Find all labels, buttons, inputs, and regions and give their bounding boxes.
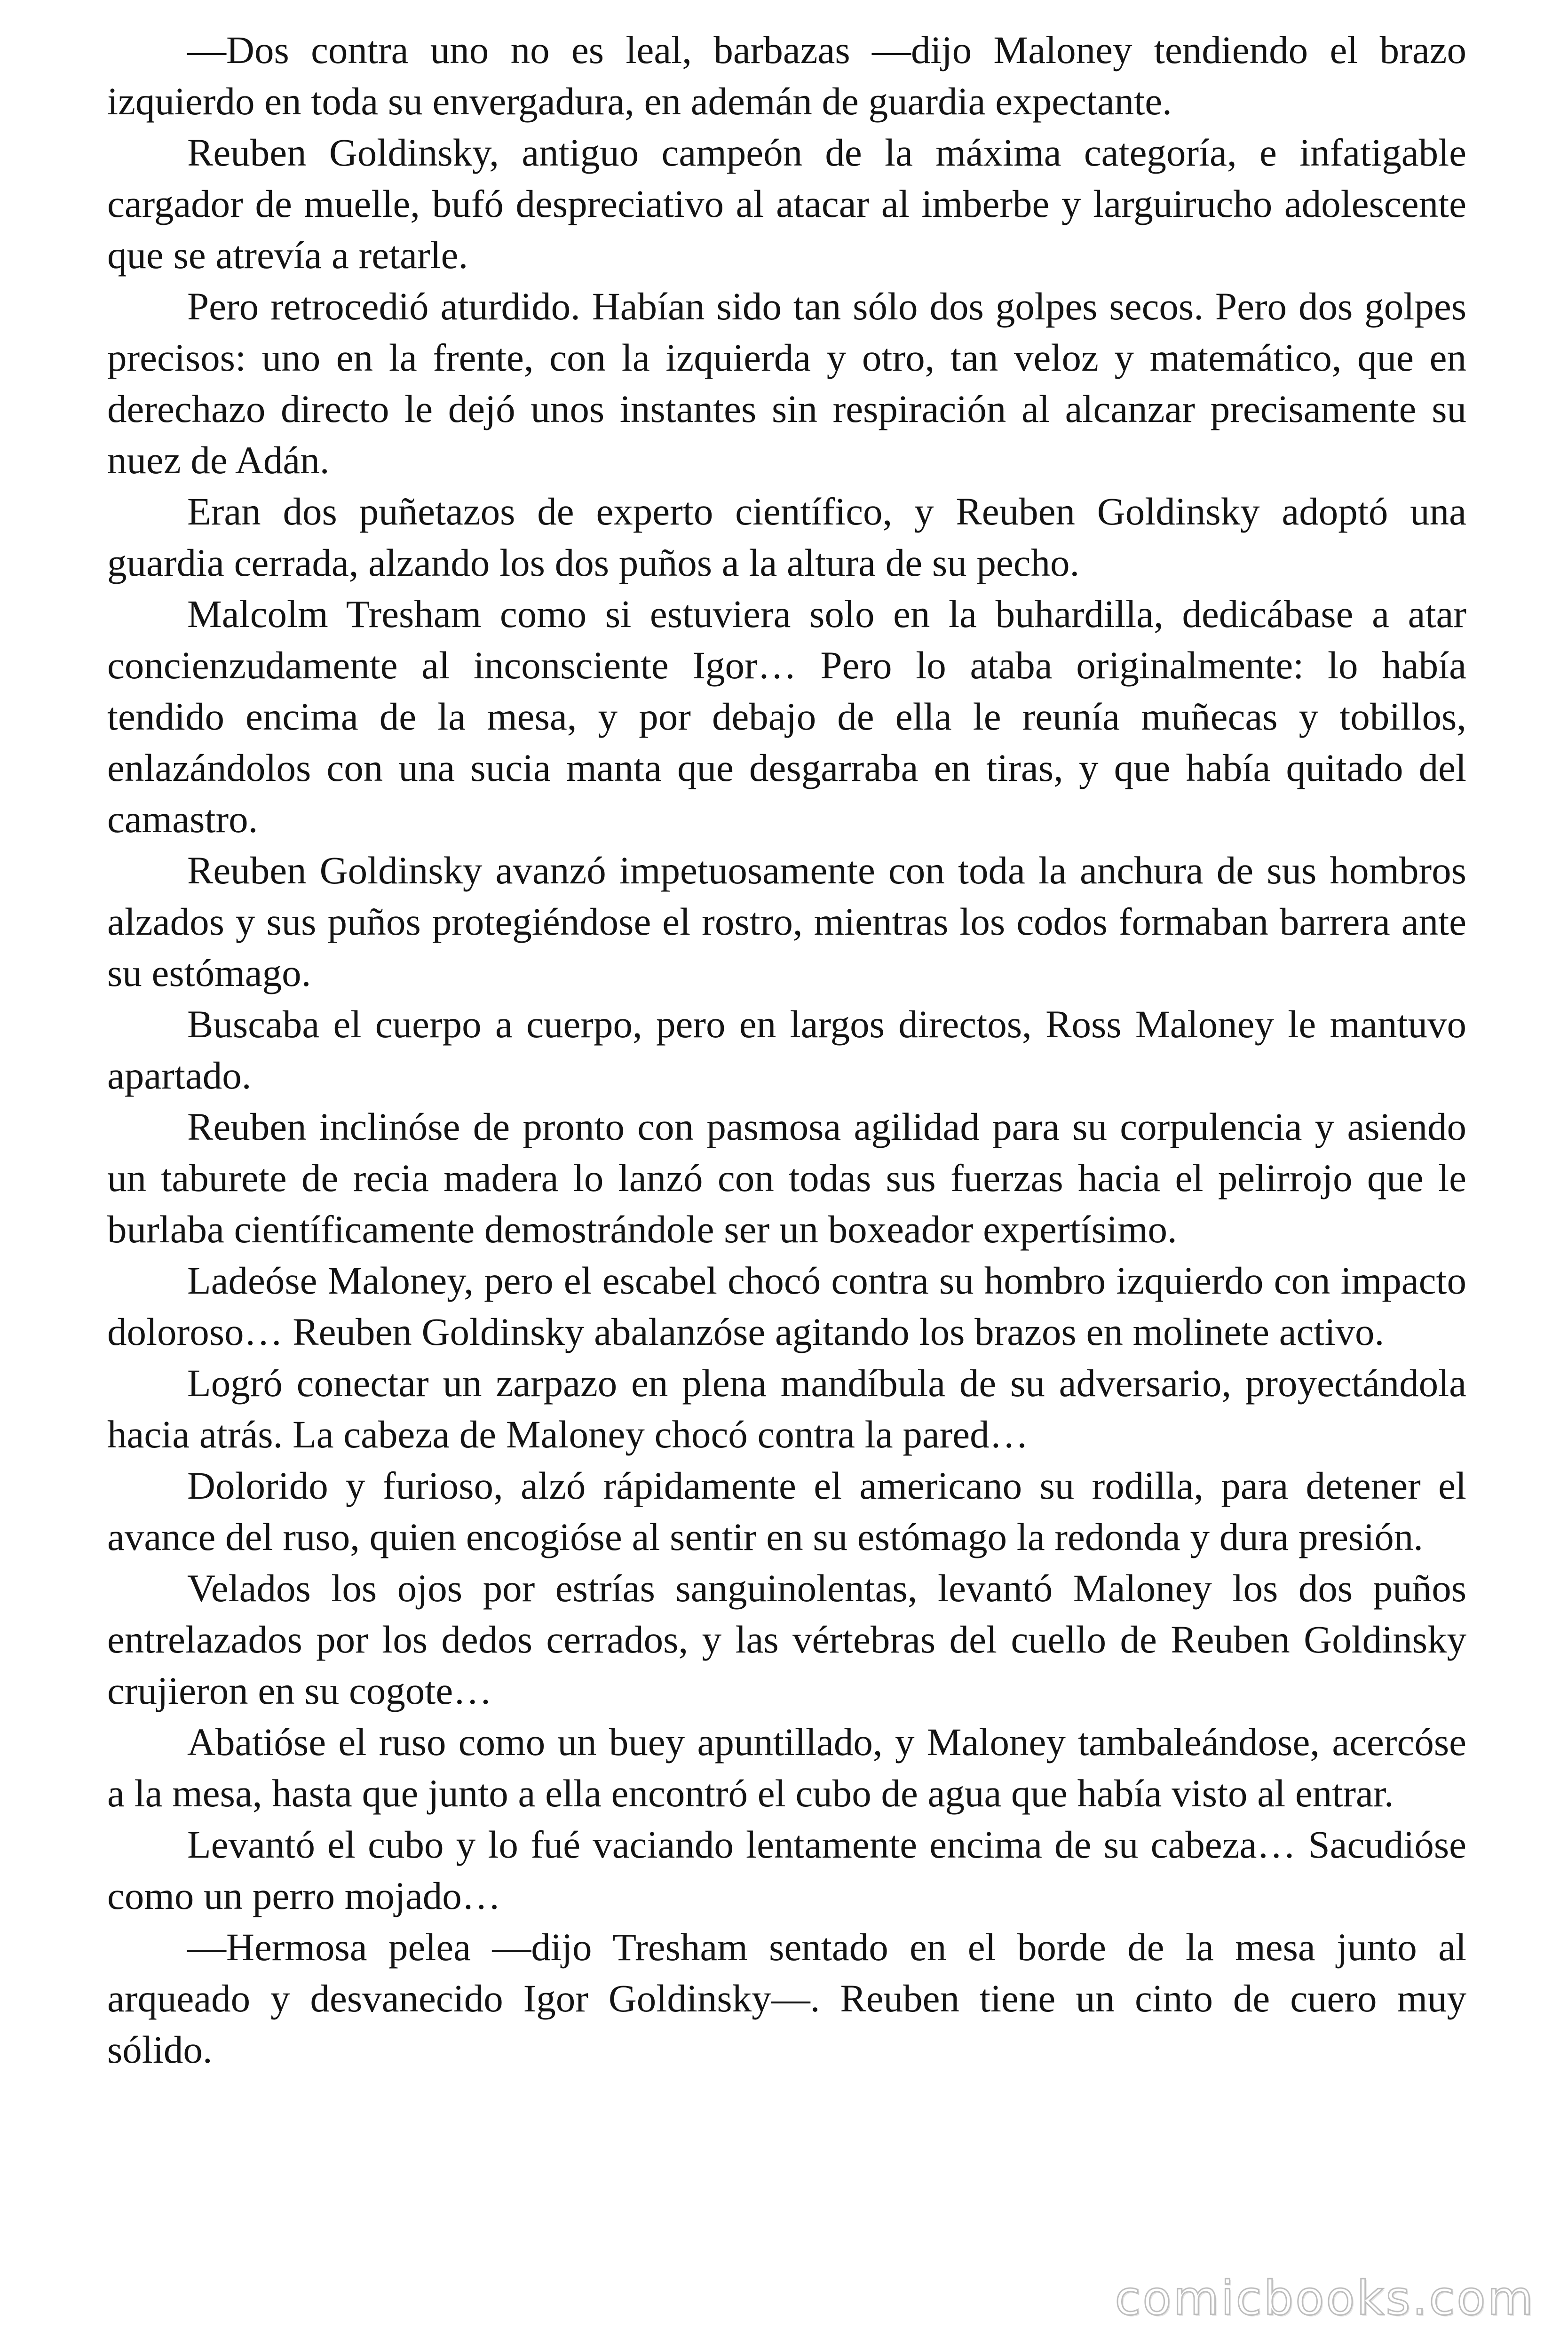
paragraph-2: Reuben Goldinsky, antiguo campeón de la máxima categoría, e infatigable cargador de muelle, bufó despreciativo al atacar al imberbe y larguirucho adolescente que se atrevía a retarle. [107, 131, 1466, 277]
paragraph-4: Eran dos puñetazos de experto científico, y Reuben Goldinsky adoptó una guardia cerrada, alzando los dos puños a la altura de su pecho. [107, 490, 1466, 584]
page-body [107, 24, 1466, 2075]
paragraph-12: Velados los ojos por estrías sanguinolentas, levantó Maloney los dos puños entrelazados por los dedos cerrados, y las vértebras del cuello de Reuben Goldinsky crujieron en su cogote… [107, 1566, 1466, 1712]
paragraph-8: Reuben inclinóse de pronto con pasmosa agilidad para su corpulencia y asiendo un taburete de recia madera lo lanzó con todas sus fuerzas hacia el pelirrojo que le burlaba científicamente demostrándole ser un boxeador expertísimo. [107, 1105, 1466, 1251]
paragraph-7: Buscaba el cuerpo a cuerpo, pero en largos directos, Ross Maloney le mantuvo apartado. [107, 1002, 1466, 1097]
paragraph-9: Ladeóse Maloney, pero el escabel chocó contra su hombro izquierdo con impacto doloroso… Reuben Goldinsky abalanzóse agitando los brazos en molinete activo. [107, 1259, 1466, 1353]
watermark: comicbooks.com [1115, 2271, 1535, 2326]
paragraph-11: Dolorido y furioso, alzó rápidamente el americano su rodilla, para detener el avance del ruso, quien encogióse al sentir en su estómago la redonda y dura presión. [107, 1464, 1466, 1558]
paragraph-13: Abatióse el ruso como un buey apuntillado, y Maloney tambaleándose, acercóse a la mesa, hasta que junto a ella encontró el cubo de agua que había visto al entrar. [107, 1720, 1466, 1815]
paragraph-3: Pero retrocedió aturdido. Habían sido tan sólo dos golpes secos. Pero dos golpes precisos: uno en la frente, con la izquierda y otro, tan veloz y matemático, que en derechazo directo le dejó unos instantes sin respiración al alcanzar precisamente su nuez de Adán. [107, 285, 1466, 482]
paragraph-1: —Dos contra uno no es leal, barbazas —dijo Maloney tendiendo el brazo izquierdo en toda su envergadura, en ademán de guardia expectante. [107, 28, 1466, 123]
paragraph-15: —Hermosa pelea —dijo Tresham sentado en el borde de la mesa junto al arqueado y desvanecido Igor Goldinsky—. Reuben tiene un cinto de cuero muy sólido. [107, 1925, 1466, 2071]
paragraph-14: Levantó el cubo y lo fué vaciando lentamente encima de su cabeza… Sacudióse como un perro mojado… [107, 1823, 1466, 1917]
paragraph-10: Logró conectar un zarpazo en plena mandíbula de su adversario, proyectándola hacia atrás. La cabeza de Maloney chocó contra la pared… [107, 1361, 1466, 1456]
paragraph-6: Reuben Goldinsky avanzó impetuosamente con toda la anchura de sus hombros alzados y sus puños protegiéndose el rostro, mientras los codos formaban barrera ante su estómago. [107, 849, 1466, 994]
paragraph-5: Malcolm Tresham como si estuviera solo en la buhardilla, dedicábase a atar concienzudamente al inconsciente Igor… Pero lo ataba originalmente: lo había tendido encima de la mesa, y por debajo de ella le reunía muñecas y tobillos, enlazándolos con una sucia manta que desgarraba en tiras, y que había quitado del camastro. [107, 592, 1466, 841]
